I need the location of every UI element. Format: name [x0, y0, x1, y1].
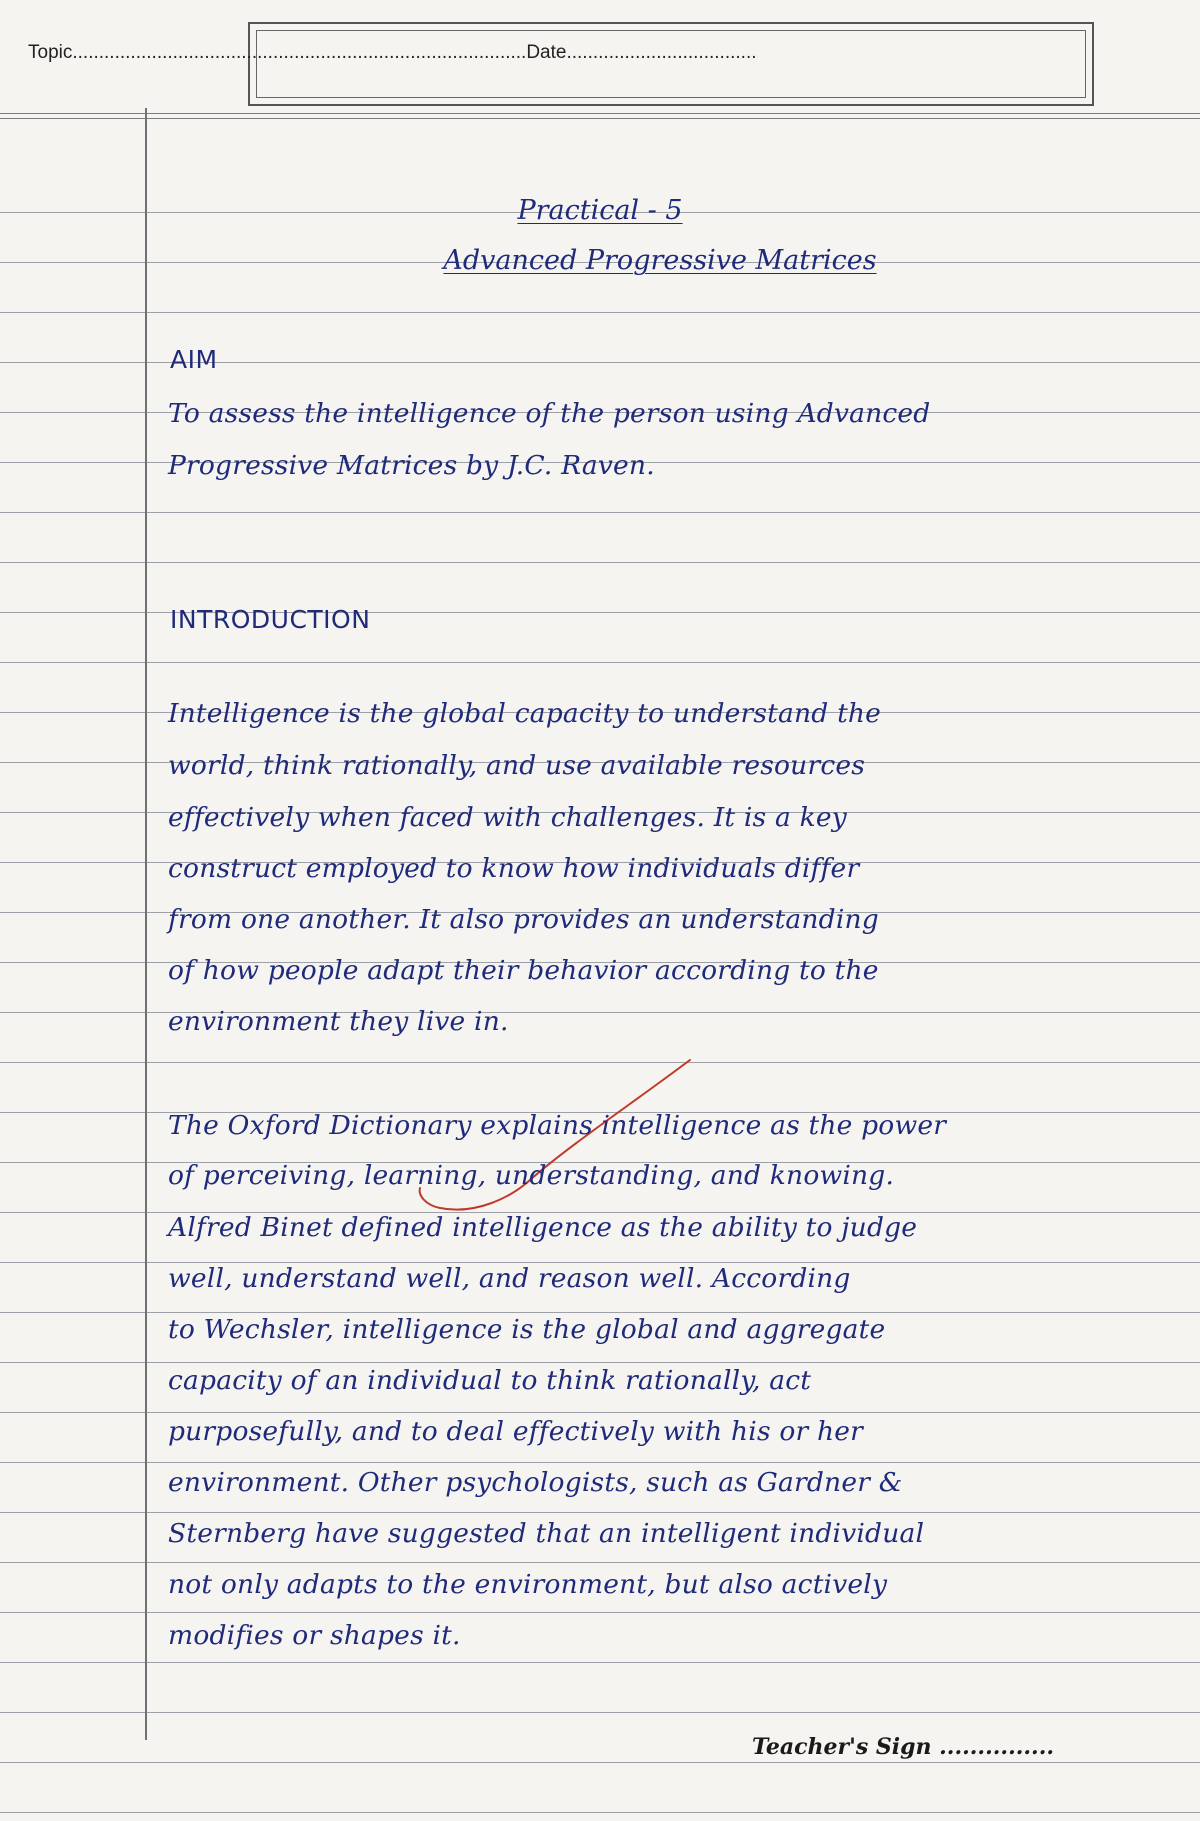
intro-p2-line: not only adapts to the environment, but also actively — [168, 1569, 888, 1600]
intro-p1-line: world, think rationally, and use available resources — [168, 750, 866, 781]
aim-line: Progressive Matrices by J.C. Raven. — [168, 450, 655, 481]
introduction-heading: INTRODUCTION — [170, 605, 371, 634]
intro-p1-line: effectively when faced with challenges. It is a key — [168, 802, 847, 833]
intro-p1-line: from one another. It also provides an understanding — [168, 904, 879, 935]
teacher-sign-label: Teacher's Sign ............... — [752, 1734, 1055, 1760]
margin-line — [145, 108, 147, 1740]
intro-p1-line: environment they live in. — [168, 1006, 509, 1037]
topic-date-line: Topic......................................................................................Date.................................... — [28, 42, 757, 63]
intro-p2-line: purposefully, and to deal effectively with his or her — [168, 1416, 864, 1447]
intro-p1-line: of how people adapt their behavior according to the — [168, 955, 879, 986]
intro-p1-line: construct employed to know how individuals differ — [168, 853, 860, 884]
intro-p1-line: Intelligence is the global capacity to understand the — [168, 698, 882, 729]
header-rule-top — [0, 113, 1200, 114]
intro-p2-line: Sternberg have suggested that an intelligent individual — [168, 1518, 925, 1549]
intro-p2-line: to Wechsler, intelligence is the global and aggregate — [168, 1314, 886, 1345]
intro-p2-line: environment. Other psychologists, such as Gardner & — [168, 1467, 903, 1498]
topic-date-box — [248, 22, 1094, 106]
document-subtitle: Advanced Progressive Matrices — [443, 245, 877, 276]
intro-p2-line: modifies or shapes it. — [168, 1620, 461, 1651]
intro-p2-line: The Oxford Dictionary explains intelligence as the power — [168, 1110, 947, 1141]
intro-p2-line: of perceiving, learning, understanding, and knowing. — [168, 1160, 895, 1191]
aim-heading: AIM — [170, 345, 218, 374]
header-rule-bottom — [0, 118, 1200, 119]
practical-title: Practical - 5 — [517, 195, 683, 226]
topic-date-box-inner — [256, 30, 1086, 98]
intro-p2-line: well, understand well, and reason well. According — [168, 1263, 851, 1294]
intro-p2-line: capacity of an individual to think rationally, act — [168, 1365, 812, 1396]
aim-line: To assess the intelligence of the person using Advanced — [168, 398, 931, 429]
intro-p2-line: Alfred Binet defined intelligence as the ability to judge — [168, 1212, 918, 1243]
